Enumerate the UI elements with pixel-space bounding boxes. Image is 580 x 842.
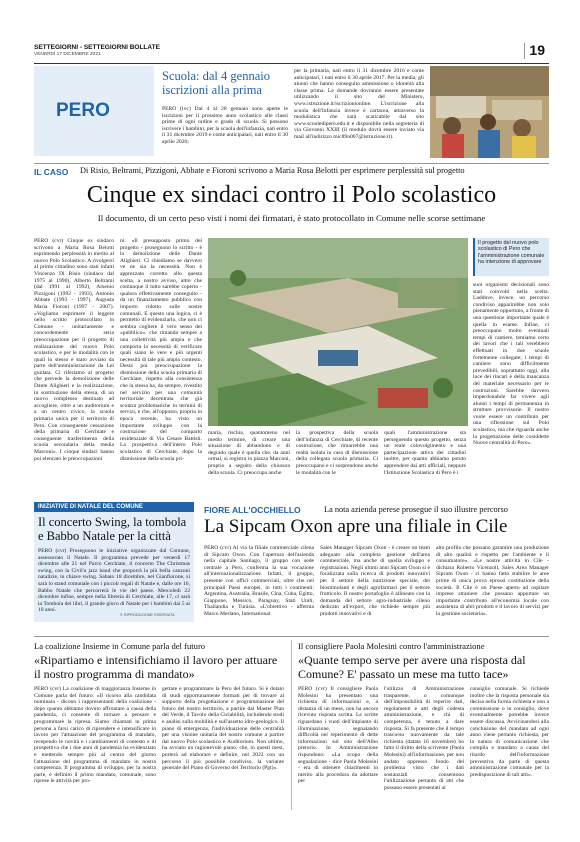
bottom-left-col1: PERO (cvr) La coalizione di maggioranza Insieme in Comune parla del futuro. «Il ricorso alla candidata nominata - dicono i rappresentanti della coalizione - dopo quanto abbiamo dovuto affrontare a causa della pandemia, ci consente di tornare a pensare e programmare la ripresa. Siamo chiamati in prima persona a farsi carico di riprendere e intensificare in lavoro per l'attuazione del programma di mandato, recependo le novità e i cambiamenti di contesto e di prospettiva che i due anni di pandemia ha evidenziato e mettendo sempre più al centro del giorno l'attuazione del programma di mandato in nostra competenza. Il programma di sviluppo, per la nostra parte, è definito il primo mandato, comunale, sono riprese le attività per pro- — [34, 686, 156, 785]
main-top-rule — [34, 163, 549, 164]
classroom-photo — [430, 66, 549, 158]
swing-text: PERO (cvr) Proseguono le iniziative organizzate dal Comune, assessorato il Natale. Il programma prevede per venerdì 17 dicembre alle 21 nel Parco Cerchiate, il concerto The Christmas swing, con la Civil'a jazz band che proporrà la più bella canzoni natalizie, in chiave swing. Sabato 18 dicembre, nel Gianfiorone, si sarà lo stand comunale con i piccoli regali di Natale e, dalle ore 16, Babbo Natale che percorrerà le vie del paese. Mercoledì 22 dicembre infine, sempre nella libreria di Cerchiate, alle 17, ci sarà la Tombola dei libri, il grande gioco di Natale per i bambini dai 5 ai 10 anni. — [38, 548, 190, 614]
bottom-divider — [34, 636, 549, 637]
pero-section-box — [34, 66, 154, 156]
polo-scolastico-rendering — [208, 238, 468, 426]
bottom-right-kicker: Il consigliere Paola Molesini contro l'amministrazione — [298, 641, 485, 651]
top-col1: PERO (lvc) Dal 4 al 28 gennaio sono aperte le iscrizioni per il prossimo anno scolastico alle classi prime di ogni ordine e grado di scuola. Si possono iscrivere i bambini, per la scuola dell'infanzia, nati entro il 31 dicembre 2019 e come anticipatari, nati entro il 30 aprile 2020; — [162, 106, 288, 145]
caption-box — [473, 238, 549, 276]
top-col2: per la primaria, nati entro il 31 dicembre 2016 e come anticipatari, i nati entro il 30 aprile 2017. Per la media, gli alunni che hanno conseguito ammissione o idoneità alla classe prima. Le domande dovranno essere presentate utilizzando il sito del Ministero, www.istruzione.it/iscrizionionline. L'iscrizione alla scuola dell'Infanzia invece è cartacea, attraverso la modulistica che sarà scaricabile dal sito www.scuolediperò.edu.it e disponibile nella segreteria di via Giovanni XXIII (il modulo dovrà essere inviato via mail all'indirizzo mic89n007@istruzione.it). — [294, 68, 424, 140]
top-headline: Scuola: dal 4 gennaio iscrizioni alla prima — [162, 69, 270, 97]
main-col1: PERO (cvr) Cinque ex sindaco scrivono a Maria Rosa Belotti esprimendo perplessità in merito al nuovo Polo Scolastico. A rivolgersi al primo cittadino sono stati infatti Vincenzo Di Risio (sindaco dal 1975 al 1990), Alberto Beltrami (dal 1991 al 1992), Arsenio Pizzigoni (1992 - 1993), Antonio Abbate (1993 - 1997), Augusta Maria Fioroni (1997 - 2007). «Vogliamo esprimere il leggere nello scritto protocollato in Comune - unitariamente e concordemente seria preoccupazione per il progetto di realizzazione del nuovo Polo scolastico, e per le modalità con le quali lo stesso è stato avviato da parte dell'amministrazione da Lei guidata. Ci riferiamo al progetto che prevede la demolizione delle Dante Alighieri e la realizzazione, in sostituzione della stessa, di un nuovo complesso destinato ad accogliere, oltre a un auditorium e a un centro civico, la scuola primaria unica per il territorio di Pero. Con conseguente cessazione della primaria di Cerchiate e conseguente trasferimento della scuola secondaria della media Marconi». I cinque sindaci hanno poi elencato le preoccupazioni — [34, 238, 114, 462]
swing-credit: © RIPRODUZIONE RISERVATA — [120, 613, 175, 617]
main-headline: Cinque ex sindaci contro il Polo scolastico — [86, 182, 497, 208]
bottom-vertical-divider — [291, 640, 292, 810]
bottom-left-headline: «Ripartiamo e intensifichiamo il lavoro per attuare il nostro programma di mandato» — [34, 653, 278, 681]
bottom-right-col2: l'utilizzo di Amministrazione trasparente, o comunque dell'impossibilità di reperire dati, regolamenti e atti degli codesta amministrazione, e chi di competenza, è tenuto a dare risposta. Si fa presente che il tempo trascorso nuovamente da tale richiesta (datata 16 novembre) ho fatto il diritto della scrivente (Paola Molesini) all'informazione, per non andato oppresso fondo del problema visto che i dati sostanziali consentono l'utilizzazione pertanto di atti che possano essere presentati al — [384, 686, 464, 791]
main-col5: quali l'amministrazione sta perseguendo questo progetto, senza un reale coinvolgimento e una partecipazione attiva dei cittadini inoltre, per quanto abbiamo potuto apprendere dai atti ufficiali, neppure l'Istituzione Scolastica di Pero è i — [384, 430, 466, 476]
main-col3: maria, rischia, quantomeno nel medio termine, di creare una situazione di abbandono e di degrado quale è quella che, da anni ormai, si registra in piazza Marconi, proprio a seguito della chiusura della scuola. Ci preoccupa anche — [208, 430, 290, 476]
page-number: 19 — [529, 42, 545, 58]
main-kicker-text: Di Risio, Beltrami, Pizzigoni, Abbate e Fioroni scrivono a Maria Rosa Belotti per esprimere perplessità sul progetto — [80, 166, 465, 175]
bottom-right-col1: PERO (cvr) Il consigliere Paola Molesini ha presentato una richiesta di informazioni e, a distanza di un mese, non ha ancora ricevuto risposta scritta. Le scritte riguardano i vuoti dell'impianto di illuminazione, segnalando difficoltà nel reperimento di dette informazioni sul sito dell'Albo pretorio. In Amministrazione rispondono: «La scopo della segnalazione - dice Paola Molesini - era di ottenere chiarimenti in merito alla procedura da adottare per — [298, 686, 378, 785]
main-col2: ni. «Il presupposto primo del progetto - proseguono lo scritto - è la demolizione delle Dante Alighieri. Ci chiediamo se davvero ve ne sia la necessità. Non è apprezzato corretto allo questa scelta, a nostro avviso, altre che comunque il tutto sarebbe coperto - qualora effettivamente conseguito - da un finanziamento pubblico con importo ridotto sulle nostre comunali. E questo una logica, ci è permetto di evidenziarlo, che non ci sembra cogliere il vero senso del «pubblico». che rimanda sempre a una collettività più ampia e che comporta la necessità di verificare quali siano le vere e più urgenti necessità di tale più ampio contesto. Desta poi preoccupazione la dismissione della scuola primaria di Cerchiate, rispetto alla consistenza che la stessa ha, da sempre, rivestito nel servizio per una comunità territoriale decentrata che già scontra problematiche in termini di servizi, e che, all'opposto, proprio in epoca recente, ha visto un importante sviluppo con la costruzione del comparto residenziale di Via Cesare Battisti. La prospettiva dell'intero Polo scolastico di Cerchiate, dopo la dismissione della scuola pri- — [120, 238, 202, 462]
bottom-right-col3: consiglio comunale. Si richiede inoltre che la risposta personale sia decisa nella forma richiesta e non a commissione o in consiglio, dove eventualmente potrebbe invece essere discussa. Avvicinandosi alla conclusione del mandato ad ogni anno viene pertanto richiesta, per la natura di comunicazione che compila e mandato a causa del ritardo dell'informazione preventiva da parte di questa amministrazione comunale per la predisposizione di tali atti». — [470, 686, 549, 778]
header-divider — [524, 43, 525, 59]
sipcam-kicker-text: La nota azienda perese prosegue il suo illustre percorso — [324, 505, 508, 514]
main-subhead: Il documento, di un certo peso visti i nomi dei firmatari, è stato protocollato in Comune nelle scorse settimane — [97, 213, 486, 223]
sipcam-col2: Sales Manager Sipcam Oxon - è creare un team adeguato alla completa gestione dell'area commerciale, ma anche di quella sviluppo e registrazioni. Negli ultimi anni Sipcam Oxon si è focalizzata sulla ricerca di prodotti innovativi per il settore della nutrizione speciale, dei biostimolanti e degli agrofarmaci per il settore frutticolo. Il nostro portafoglio è allineato con la domanda del settore agro-industriale cileno dedicato all'export, che richiede sempre più prodotti innovativi e di — [320, 545, 430, 617]
header-rule — [34, 63, 549, 64]
running-header — [34, 42, 549, 62]
caption-text: Il progetto del nuovo polo scolastico di Pero che l'amministrazione comunale ha intenzione di approvare — [478, 240, 545, 266]
main-kicker: IL CASO — [34, 167, 69, 177]
sipcam-headline: La Sipcam Oxon apre una filiale in Cile — [204, 516, 508, 537]
sipcam-kicker: FIORE ALL'OCCHIELLO — [204, 505, 301, 515]
main-col4: la prospettiva della scuola dell'infanzia di Cerchiate, di recente costruzione, che rimarrebbe una realtà isolata in caso di dismissione della collegata scuola primaria. Ci preoccupano e ci sorprendono anche le modalità con le — [296, 430, 378, 476]
paper-name: SETTEGIORNI - SETTEGIORNI BOLLATE — [34, 44, 160, 51]
bottom-left-kicker: La coalizione Insieme in Comune parla del futuro — [34, 641, 206, 651]
sipcam-col1: PERO (cvr) Al via la filiale commerciale cilena di Sipcam Oxon. Con l'apertura dell'azienda nella capitale Santiago, il gruppo con sede centrale a Pero, conferma la sua vocazione all'internazionalizzazione. Infatti, il gruppo, presente con uffici commerciali, oltre che nei principali Paesi europei, in tutti i continenti: Argentina, Australia, Brasile, Cina, Cuba, Egitto, Giappone, Messico, Paraguay, Stati Uniti, Thailandia e Tunisia. «L'obiettivo - afferma Marco Merlano, International — [204, 545, 314, 617]
sipcam-col3: alto profilo che possano garantire una produzione di alto qualità e rispetto per l'ambiente e il consumatore». «Le nostre attività in Cile - dichiara Roberto Vicenzoll, Sales Area Manager Sipcam Oxon - ci hanno fatto stabilire le aree prime di unica prova eprossi costituzione della società. Il Cile è un Paese aperto ad ospitare imprese straniere che possano apportare un importante contributo all'economia locale con assistenza di altri prodotti e il lavoro di servizi per la gestione societaria». — [436, 545, 549, 617]
bottom-right-headline: «Quante tempo serve per avere una risposta dal Comune? E' passato un mese ma tutto tace» — [298, 653, 526, 681]
swing-headline: Il concerto Swing, la tombola e Babbo Natale per la città — [38, 515, 187, 543]
main-col6: suoi organismi decisionali sono stati coinvolti nella scelta. Ladduve, invece, un percorso condiviso apparirebbe non solo pienamente opportuno, a fronte di una questione importante quale è quella in esame. Infine, ci preoccupano molto eventuali tempi di cantiere, temiamo certo dei lavori che i tali verebbero effettuati in due scuole fortemente collegate; i tempi di cantiere sono difficilmente prevedibili, soprattutto oggi, alla luce dei rincari e della mancanza del materiale necessario per le costruzioni. Sarebbe davvero imperdonabile far vivere agli alunni i tempi di permanenza in strutture provvisorie. Il nostro vuole essere un contributo per una riflessione sul Polo scolastico, ma che riguarda anche la progettazione delle cosiddette Nuove centralità di Pero». — [473, 282, 549, 447]
paper-date: VENERDÌ 17 DICEMBRE 2021 — [34, 52, 101, 57]
bottom-left-col2: gettare e programmare la Pero del futuro. Si è dotato di studi opportunamente formati per di trovare al supporto della progettazione e programmazione del futuro del nostro territorio, a partire dal Master Plan del Verde, il Tavolo della Ciclabilità, includendo studi e analisi sulla mobilità e sull'assetto idro-geologico. Il piano di emergenza, l'individuazione delle centralità per una visione unitaria del nostro comune a partire dal nuovo Polo scolastico e Auditorium. Non ultimo, ha avviato un ragionevole piano, che, in questi mesi, porterà ad elaborare e definire, nel 2022 con un percorso il più possibile condiviso, la variante generale del Piano di Governo del Territorio (Pgt)». — [162, 686, 284, 772]
pero-section-label: PERO — [56, 100, 110, 121]
swing-kicker: INIZIATIVE DI NATALE DEL COMUNE — [34, 502, 194, 512]
